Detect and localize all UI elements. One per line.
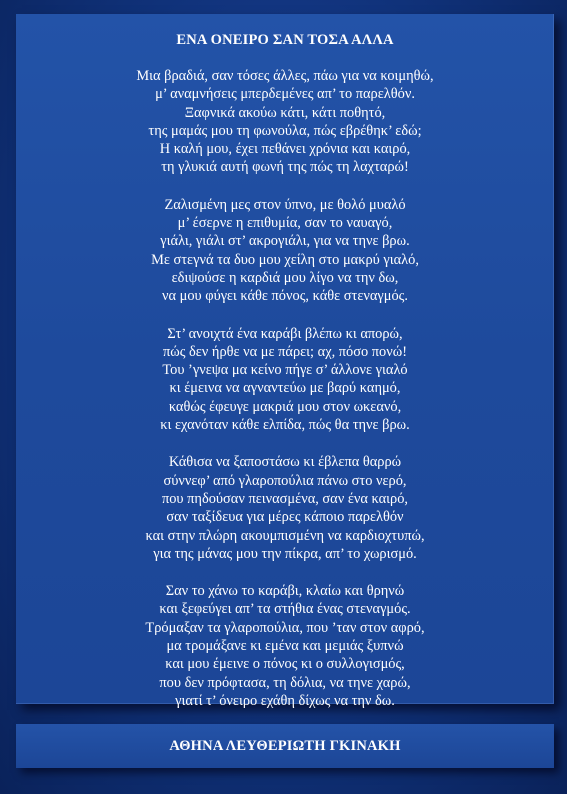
- poem-title: ΕΝΑ ΟΝΕΙΡΟ ΣΑΝ ΤΟΣΑ ΑΛΛΑ: [176, 32, 394, 48]
- verse-line: σύννεφ’ από γλαροπούλια πάνω στο νερό,: [163, 472, 407, 489]
- verse-line: μα τρομάξανε κι εμένα και μεμιάς ξυπνώ: [166, 638, 404, 655]
- stanza-2: [16, 196, 554, 306]
- stanza-4: [16, 453, 554, 563]
- verse-line: Στ’ ανοιχτά ένα καράβι βλέπω κι απορώ,: [167, 325, 403, 342]
- verse-line: σαν ταξίδευα για μέρες κάποιο παρελθόν: [166, 509, 404, 526]
- author-bar: [16, 724, 554, 768]
- verse-line: πώς δεν ήρθε να με πάρει; αχ, πόσο πονώ!: [162, 343, 408, 360]
- verse-line: καθώς έφευγε μακριά μου στον ωκεανό,: [168, 398, 402, 415]
- verse-line: για της μάνας μου την πίκρα, απ’ το χωρισμό.: [153, 545, 417, 562]
- verse-line: και στην πλώρη ακουμπισμένη να καρδιοχτυπώ,: [145, 527, 425, 544]
- verse-line: εδιψούσε η καρδιά μου λίγο να την δω,: [171, 269, 399, 286]
- verse-line: και μου έμεινε ο πόνος κι ο συλλογισμός,: [165, 656, 405, 673]
- stanza-3: [16, 325, 554, 435]
- verse-line: τη γλυκιά αυτή φωνή της πώς τη λαχταρώ!: [161, 159, 409, 176]
- verse-line: και ξεφεύγει απ’ τα στήθια ένας στεναγμός.: [159, 601, 411, 618]
- verse-line: Μια βραδιά, σαν τόσες άλλες, πάω για να κοιμηθώ,: [136, 68, 434, 84]
- author-name: ΑΘΗΝΑ ΛΕΥΘΕΡΙΩΤΗ ΓΚΙΝΑΚΗ: [169, 737, 401, 754]
- stanza-5: [16, 582, 554, 710]
- verse-line: κι εχανόταν κάθε ελπίδα, πώς θα τηνε βρω.: [160, 417, 410, 434]
- verse-line: να μου φύγει κάθε πόνος, κάθε στεναγμός.: [162, 288, 408, 305]
- verse-line: Σαν το χάνω το καράβι, κλαίω και θρηνώ: [165, 583, 405, 600]
- poem-panel: [16, 14, 554, 709]
- verse-line: Με στεγνά τα δυο μου χείλη στο μακρύ γιαλό,: [151, 251, 419, 268]
- stanza-1: [16, 67, 554, 177]
- verse-line: Κάθισα να ξαποστάσω κι έβλεπα θαρρώ: [168, 454, 402, 471]
- verse-line: κι έμεινα να αγναντεύω με βαρύ καημό,: [169, 380, 401, 397]
- verse-line: Ζαλισμένη μες στον ύπνο, με θολό μυαλό: [164, 196, 406, 213]
- verse-line: που δεν πρόφτασα, τη δόλια, να τηνε χαρώ,: [159, 674, 411, 691]
- verse-line: Του ’γνεψα μα κείνο πήγε σ’ άλλονε γιαλό: [162, 362, 408, 379]
- verse-line: της μαμάς μου τη φωνούλα, πώς εβρέθηκ’ εδώ;: [148, 122, 422, 139]
- verse-line: μ’ έσερνε η επιθυμία, σαν το ναυαγό,: [177, 215, 393, 232]
- verse-line: γιάλι, γιάλι στ’ ακρογιάλι, για να τηνε βρω.: [160, 233, 410, 250]
- verse-line: γιατί τ’ όνειρο εχάθη δίχως να την δω.: [175, 692, 395, 709]
- verse-line: Ξαφνικά ακούω κάτι, κάτι ποθητό,: [184, 104, 386, 121]
- verse-line: μ’ αναμνήσεις μπερδεμένες απ’ το παρελθόν.: [155, 86, 415, 103]
- verse-line: που πηδούσαν πεινασμένα, σαν ένα καιρό,: [161, 490, 409, 507]
- verse-line: Η καλή μου, έχει πεθάνει χρόνια και καιρό,: [159, 141, 411, 158]
- verse-line: Τρόμαξαν τα γλαροπούλια, που ’ταν στον αφρό,: [145, 619, 425, 636]
